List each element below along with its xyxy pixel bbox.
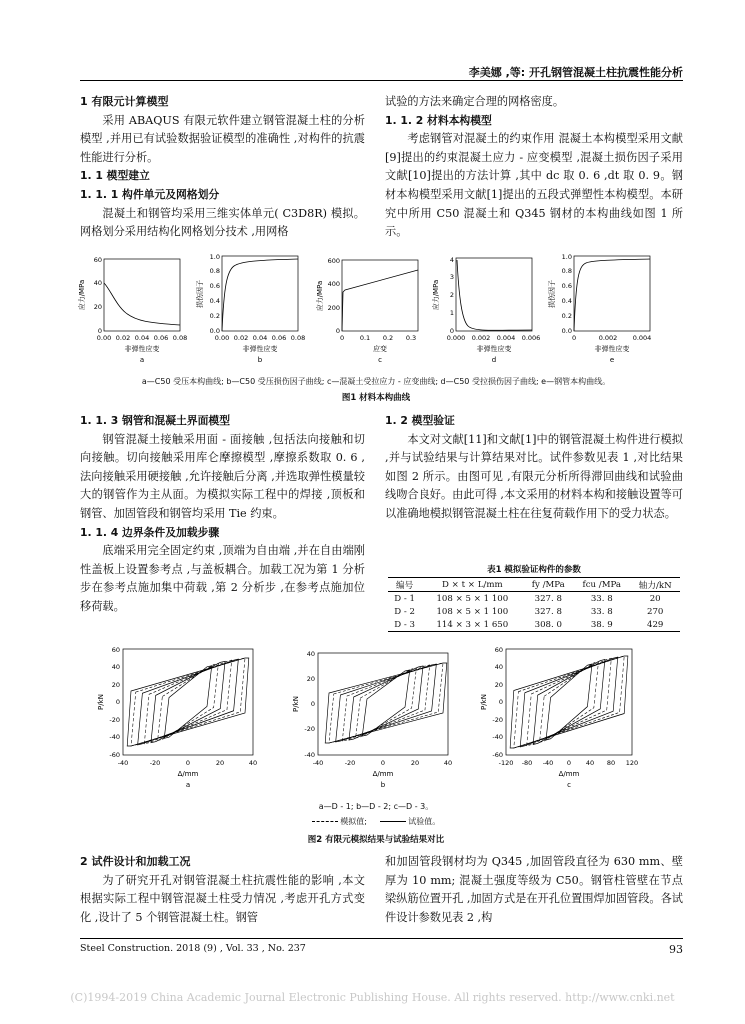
fig1-c-xtick: 0.2 bbox=[382, 334, 394, 342]
fig1-b-xtick: 0.00 bbox=[214, 334, 230, 342]
fig2-c-xtick: 40 bbox=[585, 759, 595, 767]
fig2-a-ytick: 60 bbox=[111, 646, 120, 654]
fig2-panel-b bbox=[292, 650, 452, 789]
section-2-heading: 2 试件设计和加载工况 bbox=[80, 855, 191, 868]
fig1-e-ytick: 0.8 bbox=[561, 267, 572, 275]
fig1-d-xtick: 0.002 bbox=[471, 334, 491, 342]
table-1-caption: 表1 模拟验证构件的参数 bbox=[487, 565, 581, 575]
fig2-b-xtick: 40 bbox=[443, 759, 453, 767]
fig2-a-xtick: 40 bbox=[248, 759, 258, 767]
fig1-d-ytick: 3 bbox=[449, 273, 454, 281]
table-cell: 33. 8 bbox=[590, 606, 613, 617]
fig2-c-xlabel: Δ/mm bbox=[558, 770, 580, 778]
fig1-d-xtick: 0.006 bbox=[521, 334, 541, 342]
left-column-2 bbox=[80, 412, 365, 617]
fig1-e-xtick: 0.002 bbox=[598, 334, 618, 342]
fig1-d-ytick: 1 bbox=[449, 309, 454, 317]
fig2-a-ytick: 0 bbox=[115, 698, 120, 706]
table-row bbox=[388, 618, 680, 632]
fig1-d-ytick: 4 bbox=[449, 256, 454, 264]
fig2-a-xtick: -20 bbox=[149, 759, 161, 767]
figure-2 bbox=[80, 645, 680, 795]
table-cell: D - 1 bbox=[394, 593, 416, 604]
table-cell: 327. 8 bbox=[534, 606, 562, 617]
fig2-a-ytick: -20 bbox=[109, 716, 120, 724]
section-1-1-2-heading: 1. 1. 2 材料本构模型 bbox=[385, 113, 492, 127]
table-cell: 327. 8 bbox=[534, 593, 562, 604]
mesh-continuation: 试验的方法来确定合理的网格密度。 bbox=[385, 95, 565, 108]
fig1-a-curve bbox=[104, 283, 180, 325]
figure-1 bbox=[70, 252, 682, 370]
fig1-a-xtick: 0.02 bbox=[115, 334, 131, 342]
table-cell: 270 bbox=[646, 606, 664, 617]
table-1-wrapper bbox=[388, 577, 680, 632]
fig1-c-ylabel: 应力/MPa bbox=[316, 280, 324, 312]
fig1-b-xtick: 0.02 bbox=[233, 334, 249, 342]
figure-1-caption: 图1 材料本构曲线 bbox=[341, 393, 411, 403]
section-1-2-paragraph: 本文对文献[11]和文献[1]中的钢管混凝土构件进行模拟 ,并与试验结果与计算结果对比。试件参数见表 1 ,对比结果如图 2 所示。由图可见 ,有限元分析所得滞回曲线和试验曲线吻合良好。由此可得 ,本文采用的材料本构和接触设置等可以准确地模拟钢管混凝土柱在往复荷载作用下的受力状态。 bbox=[385, 432, 683, 520]
fig2-panel-a bbox=[97, 646, 257, 789]
fig2-b-ytick: 0 bbox=[310, 700, 315, 708]
fig1-c-ytick: 400 bbox=[327, 280, 340, 288]
fig2-b-letter: b bbox=[380, 781, 386, 789]
fig1-c-xtick: 0.1 bbox=[359, 334, 371, 342]
fig2-b-xlabel: Δ/mm bbox=[372, 770, 394, 778]
fig1-b-letter: b bbox=[257, 356, 263, 364]
fig1-e-letter: e bbox=[609, 356, 615, 364]
test-line-label: 试验值。 bbox=[408, 817, 441, 826]
fig1-a-letter: a bbox=[139, 356, 145, 364]
fig2-c-xtick: -120 bbox=[498, 759, 514, 767]
table-1 bbox=[388, 577, 680, 632]
right-column-3 bbox=[385, 853, 683, 927]
header-rule bbox=[80, 80, 683, 81]
sim-line-label: 模拟值; bbox=[340, 817, 367, 826]
fig1-e-ytick: 0.4 bbox=[561, 297, 572, 305]
fig1-b-ytick: 0.2 bbox=[209, 312, 220, 320]
fig1-a-ytick: 20 bbox=[93, 303, 102, 311]
table-cell: 429 bbox=[630, 618, 680, 632]
fig1-panel-e bbox=[547, 253, 651, 364]
fig2-b-ytick: -20 bbox=[304, 725, 315, 733]
fig1-panel-a bbox=[77, 256, 187, 364]
fig1-b-xtick: 0.06 bbox=[271, 334, 287, 342]
watermark: (C)1994-2019 China Academic Journal Electronic Publishing House. All rights reserved. http://www.cnki.net bbox=[70, 991, 675, 1004]
section-1-1-3-paragraph: 钢管混凝土接触采用面 - 面接触 ,包括法向接触和切向接触。切向接触采用库仑摩擦模型 ,摩擦系数取 0. 6 ,法向接触采用硬接触 ,允许接触后分离 ,并选取弹性模量较大的钢管作为主从面。为模拟实际工程中的焊接 ,顶板和钢管、加固管段和钢管均采用 Tie 约束。 bbox=[80, 432, 365, 520]
fig1-d-letter: d bbox=[491, 356, 497, 364]
fig1-a-ytick: 40 bbox=[93, 279, 102, 287]
fig1-e-curve bbox=[574, 259, 650, 331]
section-1-1-1-paragraph: 混凝土和钢管均采用三维实体单元( C3D8R) 模拟。网格划分采用结构化网格划分技术 ,用网格 bbox=[80, 206, 365, 239]
fig1-b-xlabel: 非弹性应变 bbox=[242, 345, 278, 353]
fig2-a-ytick: -40 bbox=[109, 733, 120, 741]
fig2-c-loops bbox=[510, 656, 628, 748]
table-header-cell: 轴力/kN bbox=[630, 578, 680, 592]
fig2-c-xtick: -40 bbox=[542, 759, 554, 767]
fig2-a-xtick: 20 bbox=[215, 759, 225, 767]
table-cell: 20 bbox=[649, 593, 661, 604]
fig2-c-xtick: 0 bbox=[566, 759, 572, 767]
table-cell: 108 × 5 × 1 100 bbox=[436, 606, 509, 617]
fig1-d-xtick: 0.000 bbox=[446, 334, 466, 342]
fig1-b-xtick: 0.08 bbox=[290, 334, 306, 342]
fig2-a-xlabel: Δ/mm bbox=[177, 770, 199, 778]
table-header-cell: fy /MPa bbox=[523, 578, 573, 592]
fig2-a-ytick: 40 bbox=[111, 663, 120, 671]
fig2-b-xtick: -40 bbox=[312, 759, 324, 767]
fig1-e-ytick: 0.2 bbox=[561, 312, 572, 320]
test-line-swatch bbox=[380, 821, 406, 822]
fig2-c-ytick: 40 bbox=[494, 663, 503, 671]
table-header-cell: D × t × L/mm bbox=[421, 578, 523, 592]
section-1-1-3-heading: 1. 1. 3 钢管和混凝土界面模型 bbox=[80, 414, 230, 427]
fig1-panel-c bbox=[315, 257, 418, 364]
fig2-a-ytick: 20 bbox=[111, 681, 120, 689]
fig2-b-xtick: 0 bbox=[380, 759, 386, 767]
fig2-a-loops bbox=[127, 658, 249, 746]
fig1-a-xtick: 0.00 bbox=[96, 334, 112, 342]
fig2-b-xtick: 20 bbox=[410, 759, 420, 767]
fig1-e-ytick: 0.6 bbox=[561, 282, 572, 290]
table-cell: 114 × 3 × 1 650 bbox=[421, 618, 523, 632]
section-2-continuation: 和加固管段钢材均为 Q345 ,加固管段直径为 630 mm、壁厚为 10 mm; 混凝土强度等级为 C50。钢管柱管壁在节点梁纵筋位置开孔 ,加固方式是在开孔位置围焊加固管段。各试件设计参数见表 2 ,构 bbox=[385, 855, 683, 924]
fig2-a-xtick: -40 bbox=[117, 759, 129, 767]
fig1-b-ytick: 0.0 bbox=[209, 327, 220, 335]
right-column-1 bbox=[385, 93, 683, 242]
fig2-c-ytick: -60 bbox=[492, 751, 503, 759]
fig2-c-ytick: -20 bbox=[492, 716, 503, 724]
section-1-1-4-paragraph: 底端采用完全固定约束 ,顶端为自由端 ,并在自由端刚性盖板上设置参考点 ,与盖板耦合。加载工况为第 1 分析步在参考点施加集中荷载 ,第 2 分析步 ,在参考点施加位移荷载。 bbox=[80, 544, 365, 613]
fig1-a-ytick: 60 bbox=[93, 256, 102, 264]
fig1-b-ytick: 0.4 bbox=[209, 297, 220, 305]
fig2-c-ytick: 20 bbox=[494, 681, 503, 689]
table-cell: D - 3 bbox=[388, 618, 421, 632]
sim-line-swatch bbox=[312, 821, 338, 822]
fig1-c-ytick: 0 bbox=[335, 327, 340, 335]
fig2-a-letter: a bbox=[185, 781, 191, 789]
fig1-b-xtick: 0.04 bbox=[252, 334, 268, 342]
fig2-b-ytick: 40 bbox=[306, 650, 315, 658]
fig1-d-xlabel: 非弹性应变 bbox=[476, 345, 512, 353]
table-header-cell: fcu /MPa bbox=[573, 578, 630, 592]
fig1-d-ytick: 2 bbox=[449, 291, 454, 299]
table-row bbox=[388, 592, 680, 606]
fig1-c-ytick: 600 bbox=[327, 257, 340, 265]
figure-2-legend: a—D - 1; b—D - 2; c—D - 3。 bbox=[318, 802, 434, 811]
fig2-c-xtick: 80 bbox=[606, 759, 616, 767]
table-cell: 38. 9 bbox=[573, 618, 630, 632]
section-1-1-4-heading: 1. 1. 4 边界条件及加载步骤 bbox=[80, 525, 220, 539]
fig1-b-ytick: 1.0 bbox=[209, 253, 220, 261]
fig1-d-ytick: 0 bbox=[449, 327, 454, 335]
figure-2-line-legend bbox=[70, 816, 682, 827]
section-1-paragraph: 采用 ABAQUS 有限元软件建立钢管混凝土柱的分析模型 ,并用已有试验数据验证模型的准确性 ,对构件的抗震性能进行分析。 bbox=[80, 113, 365, 164]
fig2-c-ylabel: P/kN bbox=[480, 694, 488, 710]
footer-page-number: 93 bbox=[669, 943, 683, 956]
fig1-e-xlabel: 非弹性应变 bbox=[594, 345, 630, 353]
fig2-b-xtick: -20 bbox=[344, 759, 356, 767]
fig2-panel-c bbox=[480, 646, 638, 789]
fig1-e-ytick: 0.0 bbox=[561, 327, 572, 335]
section-1-heading: 1 有限元计算模型 bbox=[80, 95, 169, 108]
fig1-d-curve bbox=[457, 260, 532, 330]
figure-2-caption: 图2 有限元模拟结果与试验结果对比 bbox=[307, 835, 445, 845]
fig2-b-ylabel: P/kN bbox=[292, 696, 300, 712]
running-header: 李美娜 ,等: 开孔钢管混凝土柱抗震性能分析 bbox=[468, 66, 683, 79]
fig1-a-xlabel: 非弹性应变 bbox=[124, 345, 160, 353]
fig1-panel-b bbox=[195, 253, 305, 364]
fig1-b-ylabel: 损伤因子 bbox=[196, 280, 204, 308]
fig1-a-xtick: 0.06 bbox=[153, 334, 169, 342]
table-header-row bbox=[388, 578, 680, 592]
fig1-c-xtick: 0.3 bbox=[405, 334, 417, 342]
table-header-cell: 编号 bbox=[388, 578, 421, 592]
fig1-c-letter: c bbox=[378, 356, 382, 364]
fig2-c-ytick: 60 bbox=[494, 646, 503, 654]
section-1-1-2-paragraph: 考虑钢管对混凝土的约束作用 混凝土本构模型采用文献[9]提出的约束混凝土应力 - 应变模型 ,混凝土损伤因子采用文献[10]提出的方法计算 ,其中 dc 取 0. 6 ,dt 取 0. 9。钢材本构模型采用文献[1]提出的五段式弹塑性本构模型。本研究中所用 C50 混凝土和 Q345 钢材的本构曲线如图 1 所示。 bbox=[385, 132, 683, 239]
fig2-b-ytick: 20 bbox=[306, 675, 315, 683]
fig2-c-ytick: -40 bbox=[492, 733, 503, 741]
fig1-a-xtick: 0.08 bbox=[172, 334, 188, 342]
fig2-a-xtick: 0 bbox=[185, 759, 191, 767]
fig1-d-xtick: 0.004 bbox=[496, 334, 516, 342]
fig1-b-ytick: 0.6 bbox=[209, 282, 220, 290]
fig1-a-xtick: 0.04 bbox=[134, 334, 150, 342]
fig1-d-ylabel: 应力/MPa bbox=[432, 279, 440, 311]
table-row bbox=[388, 605, 680, 618]
fig2-a-ytick: -60 bbox=[109, 751, 120, 759]
fig1-e-ytick: 1.0 bbox=[561, 253, 572, 261]
fig1-e-ylabel: 损伤因子 bbox=[548, 280, 556, 308]
table-cell: D - 2 bbox=[394, 606, 416, 617]
fig1-a-ytick: 0 bbox=[97, 327, 102, 335]
section-2-paragraph: 为了研究开孔对钢管混凝土柱抗震性能的影响 ,本文根据实际工程中钢管混凝土柱受力情况 ,考虑开孔方式变化 ,设计了 5 个钢管混凝土柱。钢管 bbox=[80, 873, 365, 924]
left-column-3 bbox=[80, 853, 365, 927]
fig2-c-ytick: 0 bbox=[498, 698, 503, 706]
fig2-b-ytick: -40 bbox=[304, 751, 315, 759]
fig1-e-xtick: 0.004 bbox=[632, 334, 652, 342]
fig2-b-loops bbox=[325, 663, 447, 743]
fig1-panel-d bbox=[431, 256, 540, 364]
fig1-c-xlabel: 应变 bbox=[373, 345, 387, 353]
fig1-b-ytick: 0.8 bbox=[209, 267, 220, 275]
section-1-1-heading: 1. 1 模型建立 bbox=[80, 169, 150, 183]
table-cell: 108 × 5 × 1 100 bbox=[436, 593, 509, 604]
fig1-c-curve bbox=[342, 270, 418, 331]
section-1-1-1-heading: 1. 1. 1 构件单元及网格划分 bbox=[80, 187, 220, 201]
table-cell: 33. 8 bbox=[590, 593, 613, 604]
fig2-c-xtick: 120 bbox=[625, 759, 639, 767]
footer-journal: Steel Construction. 2018 (9) , Vol. 33 , No. 237 bbox=[80, 943, 306, 954]
fig1-c-ytick: 200 bbox=[327, 304, 340, 312]
section-1-2-heading: 1. 2 模型验证 bbox=[385, 414, 455, 427]
fig1-a-ylabel: 应力/MPa bbox=[78, 279, 86, 311]
fig1-e-xtick: 0 bbox=[571, 334, 577, 342]
left-column-1 bbox=[80, 93, 365, 242]
figure-1-legend: a—C50 受压本构曲线; b—C50 受压损伤因子曲线; c—混凝土受拉应力 - 应变曲线; d—C50 受拉损伤因子曲线; e—钢管本构曲线。 bbox=[141, 377, 611, 386]
fig2-c-letter: c bbox=[567, 781, 571, 789]
right-column-2 bbox=[385, 412, 683, 524]
fig1-b-curve bbox=[222, 259, 298, 331]
fig1-c-xtick: 0 bbox=[339, 334, 345, 342]
fig2-a-ylabel: P/kN bbox=[97, 694, 105, 710]
fig2-c-xtick: -80 bbox=[521, 759, 533, 767]
table-cell: 308. 0 bbox=[523, 618, 573, 632]
footer-rule bbox=[80, 938, 683, 939]
